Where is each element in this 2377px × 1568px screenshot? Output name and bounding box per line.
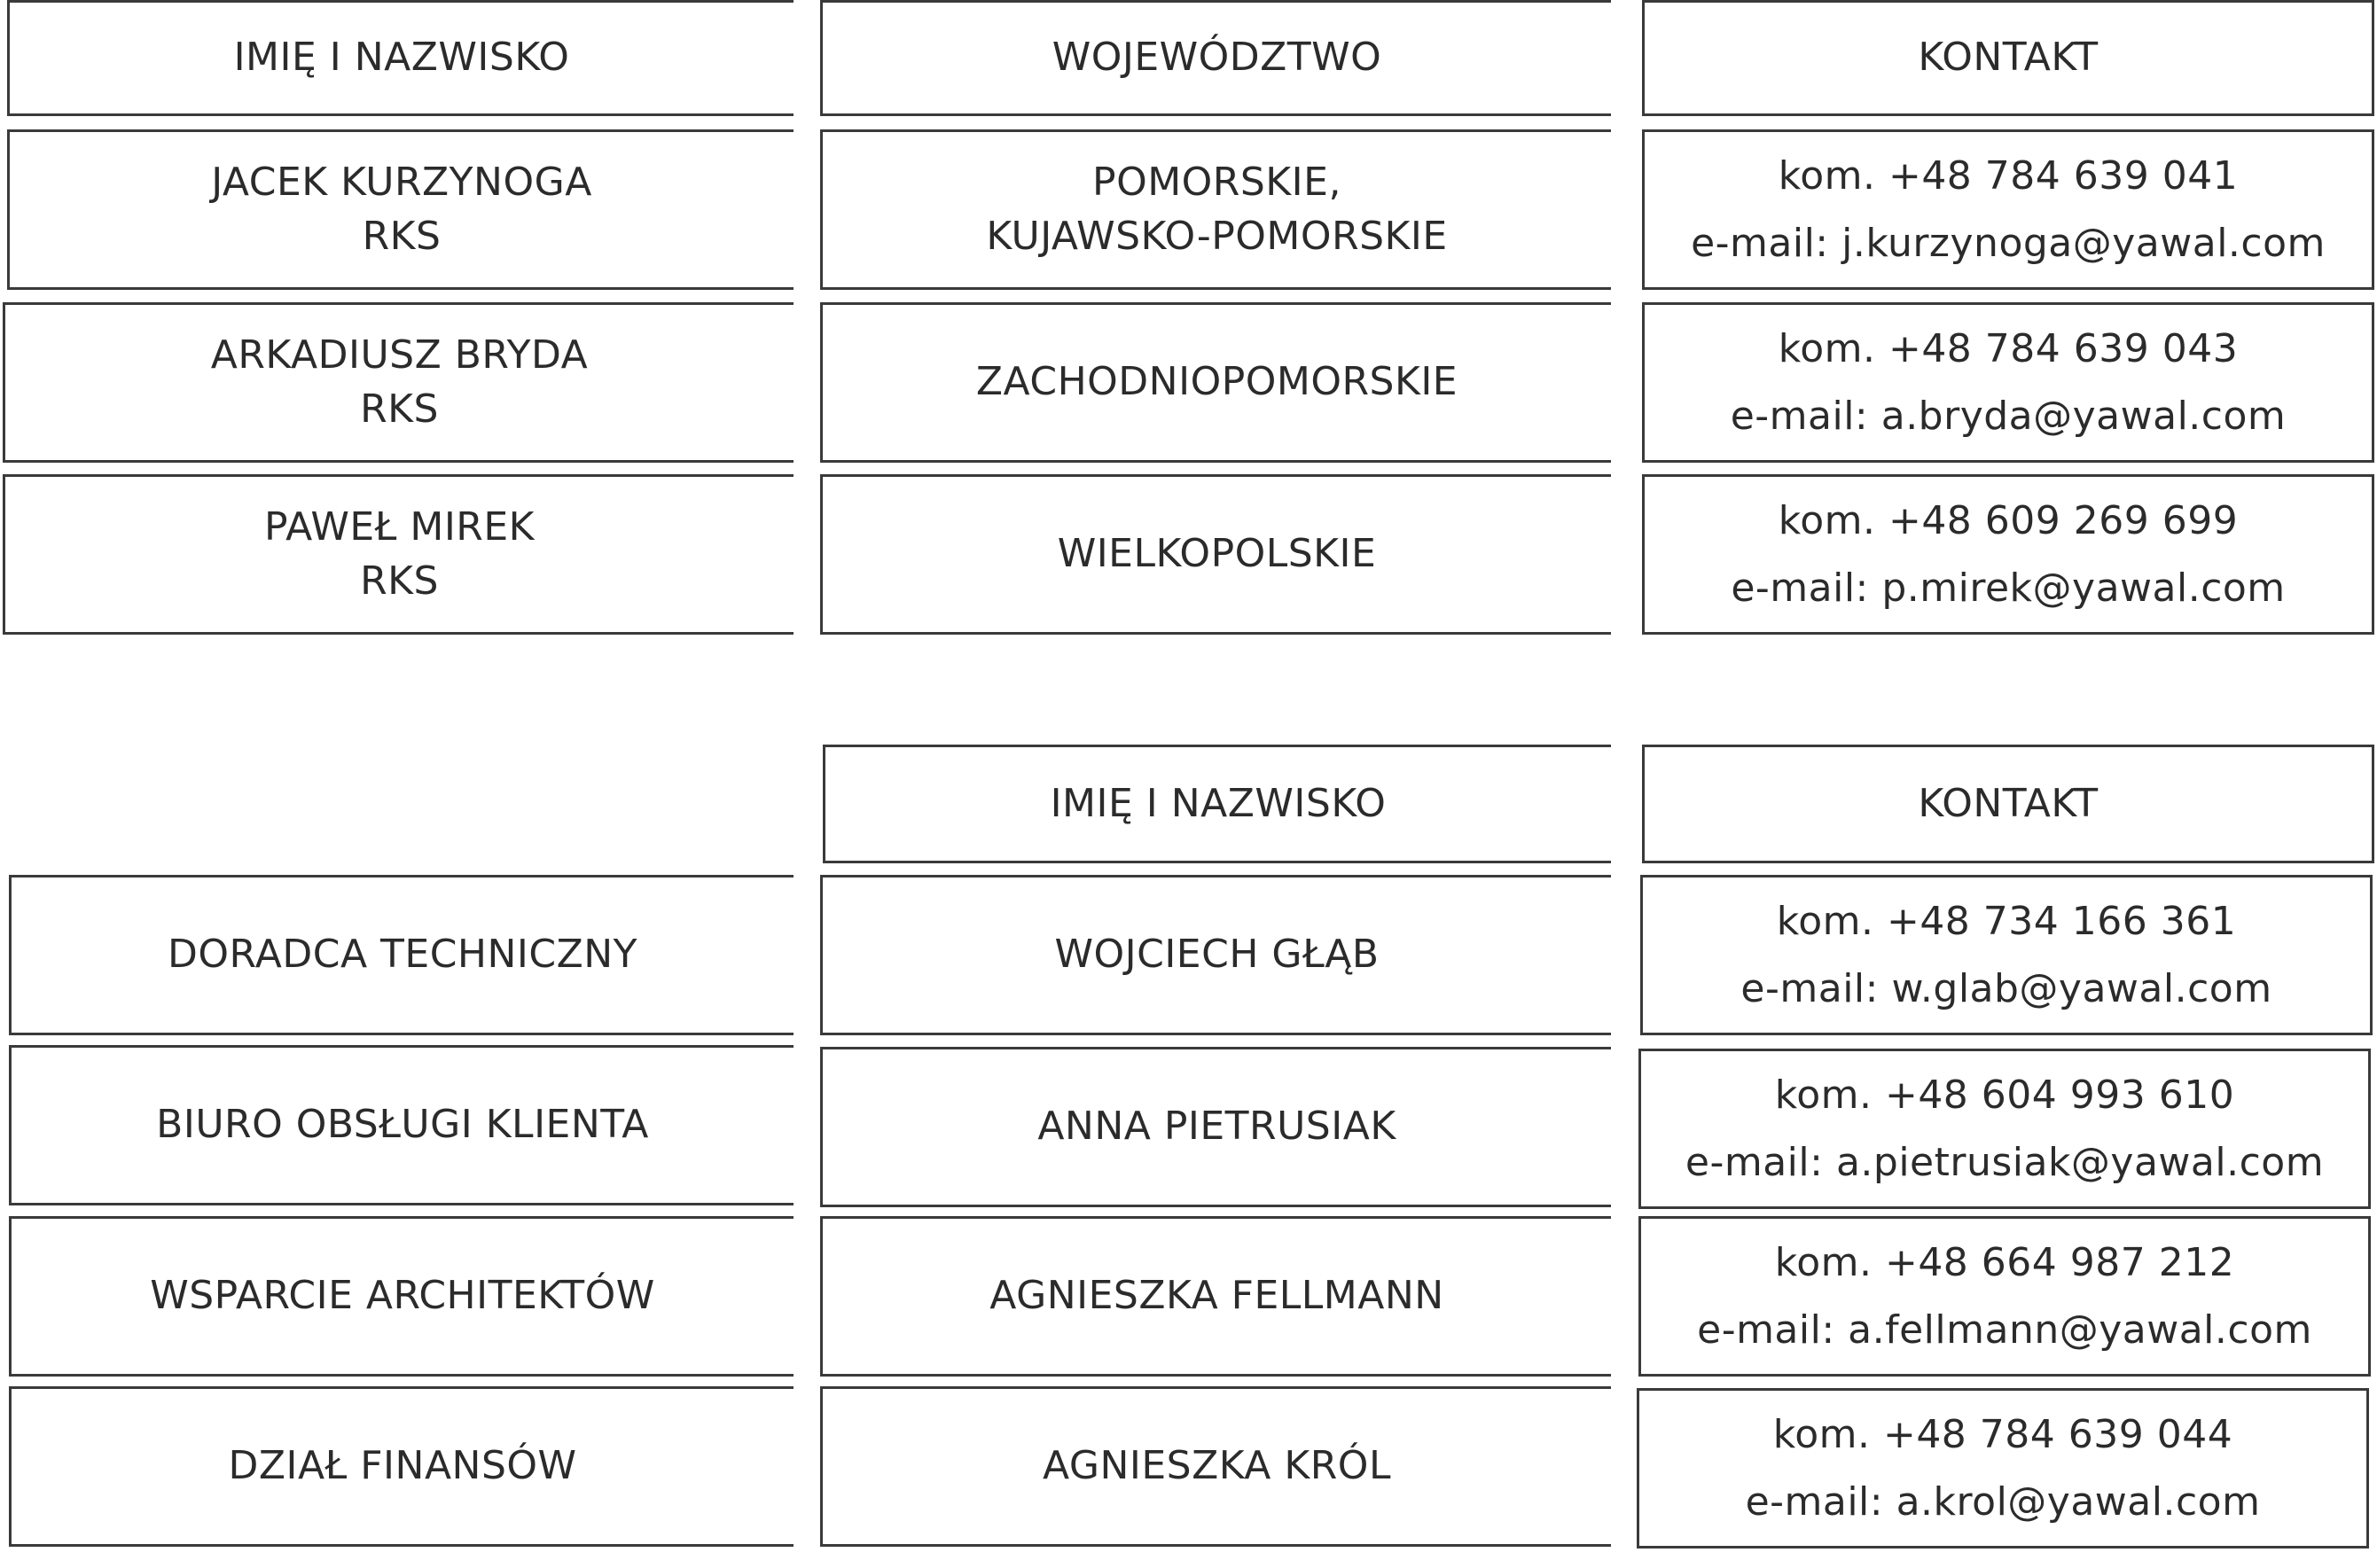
department-name: WSPARCIE ARCHITEKTÓW xyxy=(150,1273,655,1319)
phone-number: kom. +48 784 639 041 xyxy=(1778,152,2239,199)
region-line: POMORSKIE, xyxy=(1092,159,1341,205)
header-name xyxy=(823,745,1611,863)
header-region xyxy=(820,0,1611,116)
person-name: AGNIESZKA KRÓL xyxy=(1043,1443,1391,1489)
phone-number: kom. +48 734 166 361 xyxy=(1776,898,2237,944)
header-name-label: IMIĘ I NAZWISKO xyxy=(233,35,570,81)
phone-number: kom. +48 609 269 699 xyxy=(1778,497,2239,543)
header-name xyxy=(7,0,794,116)
email-address: e-mail: a.krol@yawal.com xyxy=(1745,1478,2261,1525)
email-address: e-mail: a.bryda@yawal.com xyxy=(1730,393,2287,439)
phone-number: kom. +48 784 639 043 xyxy=(1778,325,2239,371)
header-contact-label: KONTAKT xyxy=(1918,35,2099,81)
table-row-region-cell xyxy=(820,474,1611,635)
table-row-region-cell xyxy=(820,302,1611,463)
table-row-department-cell xyxy=(9,1045,794,1205)
person-role: RKS xyxy=(360,558,439,604)
email-address: e-mail: p.mirek@yawal.com xyxy=(1731,565,2286,611)
header-region-label: WOJEWÓDZTWO xyxy=(1052,35,1382,81)
table-row-name-cell xyxy=(820,1216,1611,1377)
department-name: BIURO OBSŁUGI KLIENTA xyxy=(156,1102,649,1148)
phone-number: kom. +48 664 987 212 xyxy=(1774,1239,2235,1285)
table-row-department-cell xyxy=(9,1386,794,1547)
header-contact-label: KONTAKT xyxy=(1918,780,2099,826)
person-name: PAWEŁ MIREK xyxy=(263,503,536,550)
region-line: ZACHODNIOPOMORSKIE xyxy=(975,359,1458,405)
header-contact xyxy=(1642,0,2374,116)
department-name: DZIAŁ FINANSÓW xyxy=(228,1443,577,1489)
table-row-department-cell xyxy=(9,1216,794,1377)
table-row-name-cell xyxy=(7,129,794,290)
table-row-name-cell xyxy=(820,1386,1611,1547)
table-row-contact-cell xyxy=(1638,1216,2371,1377)
phone-number: kom. +48 604 993 610 xyxy=(1774,1072,2235,1118)
header-name-label: IMIĘ I NAZWISKO xyxy=(1050,780,1387,826)
email-address: e-mail: a.fellmann@yawal.com xyxy=(1697,1307,2312,1353)
email-address: e-mail: w.glab@yawal.com xyxy=(1740,965,2272,1011)
region-line: KUJAWSKO-POMORSKIE xyxy=(986,213,1448,259)
person-role: RKS xyxy=(362,213,442,259)
person-name: AGNIESZKA FELLMANN xyxy=(989,1273,1444,1319)
email-address: e-mail: j.kurzynoga@yawal.com xyxy=(1691,220,2326,266)
header-contact xyxy=(1642,745,2374,863)
table-row-name-cell xyxy=(820,875,1611,1035)
table-row-contact-cell xyxy=(1642,302,2374,463)
table-row-region-cell xyxy=(820,129,1611,290)
person-name: JACEK KURZYNOGA xyxy=(211,159,592,205)
phone-number: kom. +48 784 639 044 xyxy=(1772,1411,2233,1457)
table-row-contact-cell xyxy=(1642,474,2374,635)
table-row-contact-cell xyxy=(1640,875,2373,1035)
person-role: RKS xyxy=(360,386,439,432)
table-row-name-cell xyxy=(3,302,794,463)
email-address: e-mail: a.pietrusiak@yawal.com xyxy=(1685,1139,2325,1185)
table-row-department-cell xyxy=(9,875,794,1035)
table-row-contact-cell xyxy=(1638,1049,2371,1209)
person-name: ANNA PIETRUSIAK xyxy=(1037,1104,1396,1150)
person-name: WOJCIECH GŁĄB xyxy=(1054,932,1380,978)
table-row-contact-cell xyxy=(1642,129,2374,290)
person-name: ARKADIUSZ BRYDA xyxy=(210,332,589,378)
table-row-name-cell xyxy=(820,1047,1611,1207)
table-row-name-cell xyxy=(3,474,794,635)
region-line: WIELKOPOLSKIE xyxy=(1057,531,1377,577)
department-name: DORADCA TECHNICZNY xyxy=(167,932,638,978)
table-row-contact-cell xyxy=(1637,1388,2369,1548)
